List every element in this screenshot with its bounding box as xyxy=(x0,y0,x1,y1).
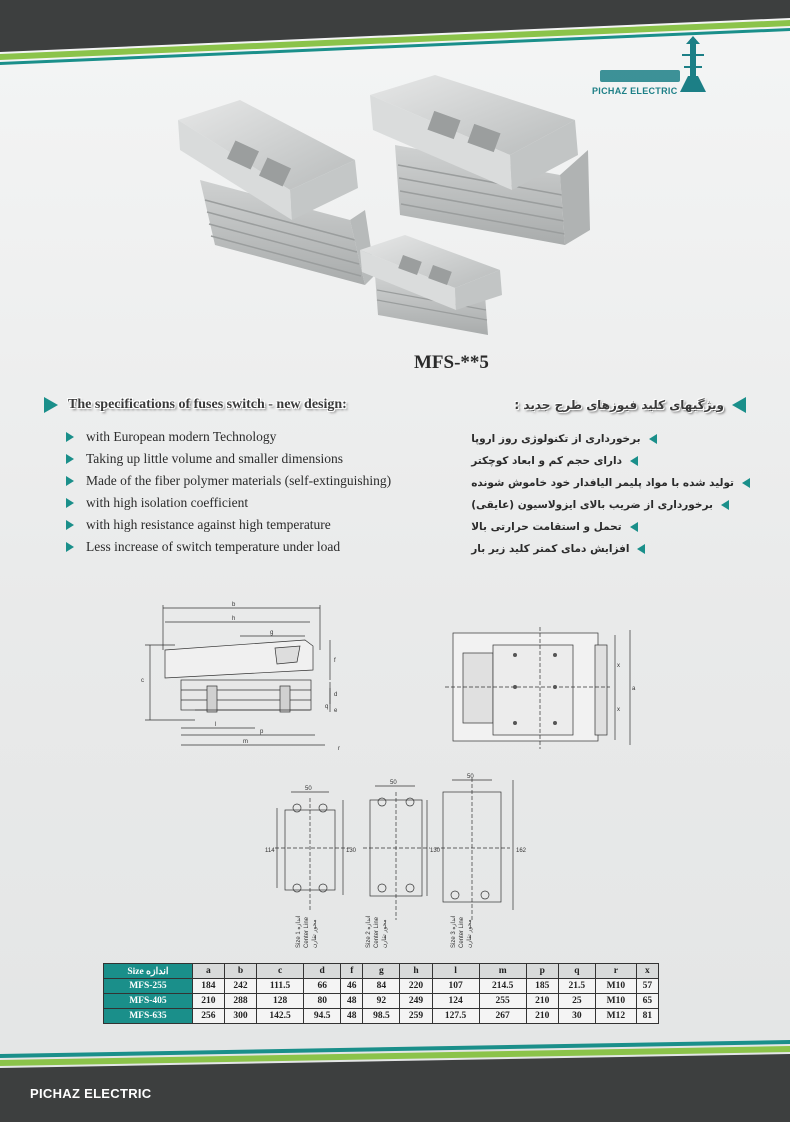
product-photo xyxy=(170,70,610,355)
bullet-arrow-icon xyxy=(66,498,74,508)
dim-label: c xyxy=(141,678,144,684)
table-row xyxy=(104,994,659,1009)
table-cell: M10 xyxy=(595,994,636,1009)
col-header: p xyxy=(526,964,558,979)
bullet-arrow-icon xyxy=(66,476,74,486)
table-cell: 30 xyxy=(558,1009,595,1024)
list-item: تولید شده با مواد پلیمر الیافدار خود خاموش شونده xyxy=(471,472,750,494)
top-view-drawing xyxy=(445,625,645,755)
bullet-arrow-icon xyxy=(637,544,645,554)
specs-en-list xyxy=(66,426,391,558)
col-header: x xyxy=(636,964,658,979)
mounting-drawings xyxy=(255,770,525,950)
logo-text: PICHAZ ELECTRIC xyxy=(592,86,678,96)
dimension-table xyxy=(103,963,659,1024)
specs-fa-heading xyxy=(514,397,746,413)
table-cell: 220 xyxy=(400,979,432,994)
size-caption: Center Line xyxy=(459,916,465,948)
list-item: تحمل و استقامت حرارتی بالا xyxy=(471,516,750,538)
list-item: دارای حجم کم و ابعاد کوچکتر xyxy=(471,450,750,472)
size-caption: Center Line xyxy=(374,916,380,948)
dim-label: h xyxy=(232,616,236,622)
table-cell: 255 xyxy=(479,994,526,1009)
model-name: MFS-**5 xyxy=(414,352,489,373)
col-header: m xyxy=(479,964,526,979)
table-cell: 81 xyxy=(636,1009,658,1024)
model-cell: MFS-255 xyxy=(104,979,193,994)
specs-en-title: The specifications of fuses switch - new design: xyxy=(68,397,347,412)
list-item: with European modern Technology xyxy=(66,426,391,448)
dim-label: 114 xyxy=(265,848,275,854)
size-caption: Center Line xyxy=(304,916,310,948)
table-cell: 84 xyxy=(363,979,400,994)
table-cell: 249 xyxy=(400,994,432,1009)
dim-label: d xyxy=(334,692,338,698)
dim-label: x xyxy=(617,663,620,669)
table-cell: 185 xyxy=(526,979,558,994)
list-item: Made of the fiber polymer materials (self-extinguishing) xyxy=(66,470,391,492)
arrow-right-icon xyxy=(44,397,58,413)
table-cell: 127.5 xyxy=(432,1009,479,1024)
table-cell: 210 xyxy=(526,1009,558,1024)
table-cell: 111.5 xyxy=(257,979,304,994)
dim-label: x xyxy=(617,707,620,713)
col-header: c xyxy=(257,964,304,979)
table-cell: 94.5 xyxy=(304,1009,341,1024)
col-header: l xyxy=(432,964,479,979)
table-cell: 288 xyxy=(224,994,256,1009)
table-cell: 242 xyxy=(224,979,256,994)
dim-label: g xyxy=(270,630,274,636)
table-cell: 98.5 xyxy=(363,1009,400,1024)
col-header: f xyxy=(341,964,363,979)
footer-stripes xyxy=(0,1030,790,1122)
bullet-arrow-icon xyxy=(630,456,638,466)
bullet-arrow-icon xyxy=(66,542,74,552)
dim-label: e xyxy=(334,708,338,714)
bullet-arrow-icon xyxy=(742,478,750,488)
table-cell: 80 xyxy=(304,994,341,1009)
specs-en-heading xyxy=(44,397,347,413)
specs-fa-list xyxy=(471,428,750,560)
dim-label: a xyxy=(632,686,636,692)
arrow-left-icon xyxy=(732,397,746,413)
dim-label: m xyxy=(243,739,248,745)
table-cell: 128 xyxy=(257,994,304,1009)
dim-label: q xyxy=(325,704,329,710)
table-cell: 107 xyxy=(432,979,479,994)
dim-label: p xyxy=(260,729,264,735)
size-caption: محور تقارن xyxy=(312,919,318,948)
dim-label: f xyxy=(334,658,336,664)
footer-brand: PICHAZ ELECTRIC xyxy=(30,1086,152,1101)
table-cell: 300 xyxy=(224,1009,256,1024)
col-header: q xyxy=(558,964,595,979)
list-item: Less increase of switch temperature under load xyxy=(66,536,391,558)
list-item: افزایش دمای کمتر کلید زیر بار xyxy=(471,538,750,560)
table-cell: 214.5 xyxy=(479,979,526,994)
table-cell: 57 xyxy=(636,979,658,994)
list-item: برخورداری از تکنولوژی روز اروپا xyxy=(471,428,750,450)
bullet-arrow-icon xyxy=(721,500,729,510)
table-cell: 210 xyxy=(192,994,224,1009)
list-item: with high isolation coefficient xyxy=(66,492,391,514)
size-caption: محور تقارن xyxy=(382,919,388,948)
dim-label: 50 xyxy=(467,774,474,780)
table-row xyxy=(104,1009,659,1024)
specs-fa-title: ویژگیهای کلید فیوزهای طرح جدید : xyxy=(514,398,724,412)
table-cell: 48 xyxy=(341,1009,363,1024)
table-cell: 48 xyxy=(341,994,363,1009)
dim-label: l xyxy=(215,722,217,728)
col-header: a xyxy=(192,964,224,979)
table-cell: M10 xyxy=(595,979,636,994)
size-caption: Size 1 اندازه xyxy=(296,915,302,948)
model-cell: MFS-635 xyxy=(104,1009,193,1024)
bullet-arrow-icon xyxy=(66,432,74,442)
size-caption: محور تقارن xyxy=(467,919,473,948)
dim-label: 50 xyxy=(390,780,397,786)
table-header-row xyxy=(104,964,659,979)
table-cell: 259 xyxy=(400,1009,432,1024)
col-header: b xyxy=(224,964,256,979)
table-cell: 66 xyxy=(304,979,341,994)
dim-label: 130 xyxy=(346,848,357,854)
list-item: Taking up little volume and smaller dimensions xyxy=(66,448,391,470)
size-caption: Size 3 اندازه xyxy=(451,915,457,948)
table-cell: 267 xyxy=(479,1009,526,1024)
table-cell: 256 xyxy=(192,1009,224,1024)
dim-label: 50 xyxy=(305,786,312,792)
table-cell: 124 xyxy=(432,994,479,1009)
table-cell: 142.5 xyxy=(257,1009,304,1024)
bullet-arrow-icon xyxy=(66,520,74,530)
size-caption: Size 2 اندازه xyxy=(366,915,372,948)
size-header: Size اندازه xyxy=(104,964,193,979)
list-item: with high resistance against high temperature xyxy=(66,514,391,536)
dim-label: 162 xyxy=(516,848,527,854)
bullet-arrow-icon xyxy=(649,434,657,444)
table-cell: 65 xyxy=(636,994,658,1009)
table-row xyxy=(104,979,659,994)
col-header: h xyxy=(400,964,432,979)
table-cell: M12 xyxy=(595,1009,636,1024)
side-view-drawing xyxy=(135,600,355,760)
model-cell: MFS-405 xyxy=(104,994,193,1009)
dim-label: 130 xyxy=(430,848,441,854)
bullet-arrow-icon xyxy=(630,522,638,532)
col-header: g xyxy=(363,964,400,979)
list-item: برخورداری از ضریب بالای ایزولاسیون (عایقی) xyxy=(471,494,750,516)
bullet-arrow-icon xyxy=(66,454,74,464)
table-cell: 210 xyxy=(526,994,558,1009)
col-header: d xyxy=(304,964,341,979)
table-cell: 184 xyxy=(192,979,224,994)
col-header: r xyxy=(595,964,636,979)
dim-label: b xyxy=(232,602,236,608)
table-cell: 25 xyxy=(558,994,595,1009)
table-cell: 46 xyxy=(341,979,363,994)
table-cell: 92 xyxy=(363,994,400,1009)
dim-label: r xyxy=(338,746,340,752)
table-cell: 21.5 xyxy=(558,979,595,994)
